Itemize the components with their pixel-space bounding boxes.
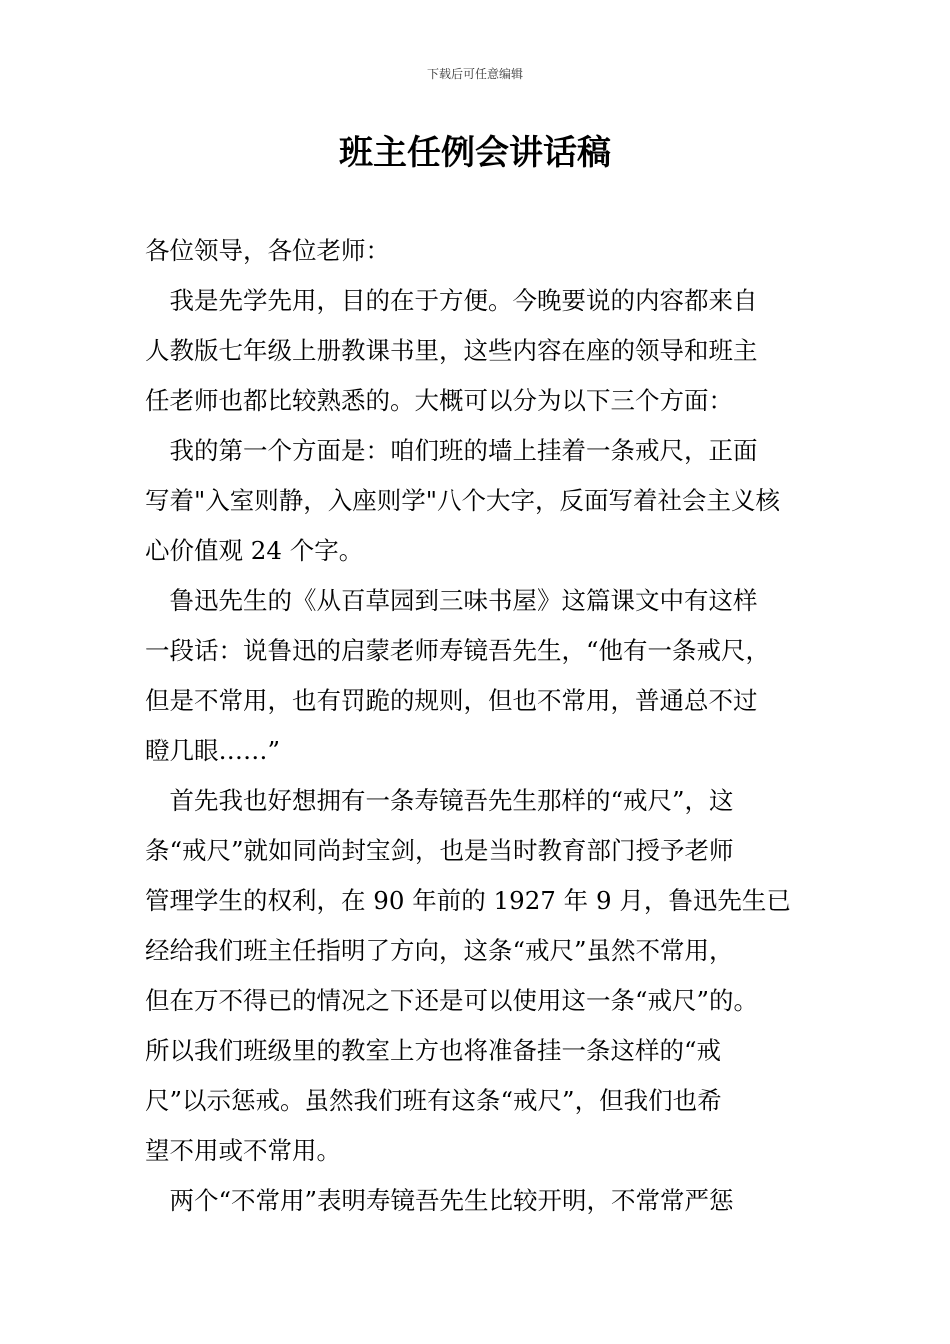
body-line: 瞪几眼……”	[145, 736, 281, 765]
body-line: 但是不常用，也有罚跪的规则，但也不常用，普通总不过	[145, 686, 758, 715]
body-line: 管理学生的权利，在 90 年前的 1927 年 9 月，鲁迅先生已	[145, 886, 791, 915]
body-line: 条“戒尺”就如同尚封宝剑，也是当时教育部门授予老师	[145, 836, 734, 865]
body-line: 所以我们班级里的教室上方也将准备挂一条这样的“戒	[145, 1036, 722, 1065]
body-line: 一段话：说鲁迅的启蒙老师寿镜吾先生，“他有一条戒尺，	[145, 636, 771, 665]
document-title: 班主任例会讲话稿	[339, 133, 611, 173]
body-line: 尺”以示惩戒。虽然我们班有这条“戒尺”，但我们也希	[145, 1086, 722, 1115]
body-line: 我是先学先用，目的在于方便。今晚要说的内容都来自	[145, 286, 758, 315]
body-line: 写着"入室则静，入座则学"八个大字，反面写着社会主义核	[145, 486, 781, 515]
body-line: 我的第一个方面是：咱们班的墙上挂着一条戒尺，正面	[145, 436, 758, 465]
body-line: 经给我们班主任指明了方向，这条“戒尺”虽然不常用，	[145, 936, 734, 965]
body-line: 但在万不得已的情况之下还是可以使用这一条“戒尺”的。	[145, 986, 759, 1015]
greeting-line: 各位领导，各位老师：	[145, 236, 390, 265]
body-line: 首先我也好想拥有一条寿镜吾先生那样的“戒尺”，这	[145, 786, 734, 815]
body-line: 心价值观 24 个字。	[145, 536, 364, 565]
header-note: 下载后可任意编辑	[426, 67, 523, 81]
body-line: 鲁迅先生的《从百草园到三味书屋》这篇课文中有这样	[145, 586, 758, 615]
body-line: 人教版七年级上册教课书里，这些内容在座的领导和班主	[145, 336, 758, 365]
body-line: 两个“不常用”表明寿镜吾先生比较开明，不常常严惩	[145, 1186, 734, 1215]
body-line: 任老师也都比较熟悉的。大概可以分为以下三个方面：	[145, 386, 733, 415]
document-body	[145, 226, 815, 1226]
body-line: 望不用或不常用。	[145, 1136, 341, 1165]
